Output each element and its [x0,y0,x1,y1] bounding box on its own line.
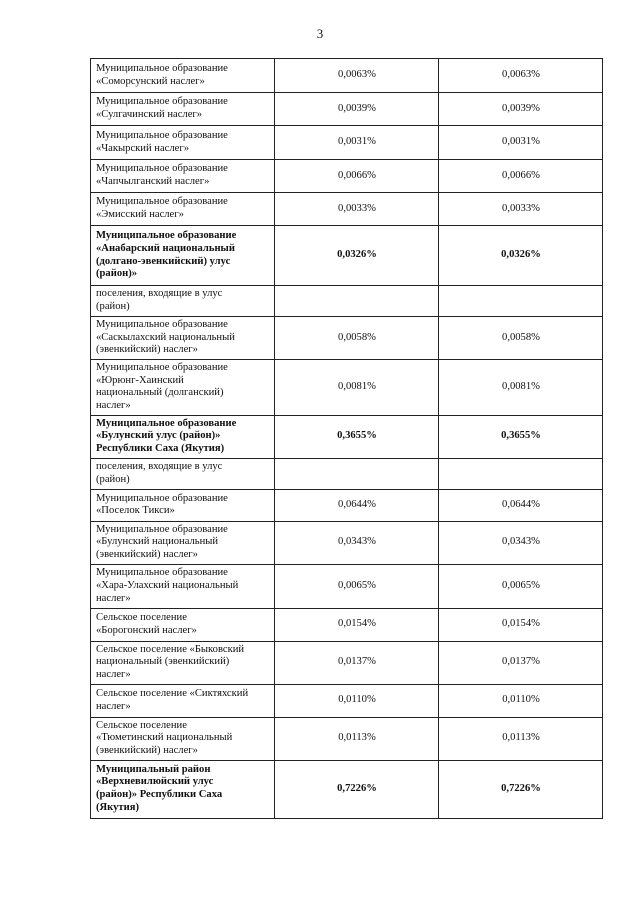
share-value-1 [275,458,439,489]
share-value-2: 0,0343% [439,521,603,564]
share-value-2: 0,0065% [439,564,603,608]
entity-name-line: Республики Саха (Якутия) [96,443,225,455]
entity-name-line: «Борогонский наслег» [96,624,197,636]
entity-name-line: поселения, входящие в улус [96,288,223,300]
entity-name-line: Муниципальное образование [96,196,228,208]
entity-name-cell [91,415,275,458]
entity-name-line: Сельское поселение [96,612,187,624]
share-value-2: 0,0644% [439,489,603,521]
share-value-2: 0,0110% [439,684,603,717]
entity-name-line: Муниципальное образование [96,129,228,141]
entity-name-cell [91,226,275,286]
entity-name-line: Муниципальное образование [96,230,237,242]
table-row [91,458,603,489]
share-value-1: 0,0065% [275,564,439,608]
table-row [91,193,603,226]
share-value-1: 0,0137% [275,641,439,684]
entity-name-line: (эвенкийский) наслег» [96,744,198,756]
share-value-2: 0,0081% [439,359,603,415]
entity-name-line: Муниципальный район [96,763,211,775]
share-value-1: 0,0031% [275,126,439,160]
table-row [91,564,603,608]
entity-name-line: «Булунский национальный [96,536,219,548]
entity-name-cell [91,193,275,226]
table-row [91,717,603,760]
share-value-1: 0,0039% [275,93,439,126]
entity-name-cell [91,564,275,608]
entity-name-line: наслег» [96,592,131,604]
entity-name-line: Муниципальное образование [96,567,228,579]
entity-name-cell [91,317,275,360]
entity-name-line: Муниципальное образование [96,492,228,504]
share-value-1: 0,0033% [275,193,439,226]
table-row [91,59,603,93]
share-value-1: 0,0110% [275,684,439,717]
share-value-1: 0,0081% [275,359,439,415]
entity-name-line: «Тюметинский национальный [96,732,233,744]
share-value-1: 0,0343% [275,521,439,564]
entity-name-line: наслег» [96,399,131,411]
share-value-2: 0,0137% [439,641,603,684]
entity-name-line: Муниципальное образование [96,417,237,429]
allocation-table [90,58,603,819]
share-value-1: 0,7226% [275,760,439,818]
entity-name-line: Муниципальное образование [96,163,228,175]
share-value-1: 0,0644% [275,489,439,521]
share-value-1: 0,0066% [275,160,439,193]
entity-name-line: «Юрюнг-Хаинский [96,374,184,386]
share-value-1: 0,0058% [275,317,439,360]
table-row [91,317,603,360]
entity-name-line: «Хара-Улахский национальный [96,579,239,591]
entity-name-line: поселения, входящие в улус [96,461,223,473]
entity-name-line: «Чапчылганский наслег» [96,176,210,187]
entity-name-line: наслег» [96,700,131,712]
share-value-2 [439,458,603,489]
share-value-2: 0,0066% [439,160,603,193]
share-value-1: 0,0154% [275,608,439,641]
entity-name-line: национальный (эвенкийский) [96,656,230,668]
table-row [91,608,603,641]
share-value-2: 0,0033% [439,193,603,226]
entity-name-cell [91,760,275,818]
entity-name-line: (эвенкийский) наслег» [96,549,198,561]
entity-name-line: Муниципальное образование [96,62,228,74]
table-row [91,126,603,160]
entity-name-line: «Эмисский наслег» [96,209,184,220]
entity-name-line: (долгано-эвенкийский) улус [96,255,231,267]
entity-name-line: (район) [96,473,130,485]
entity-name-line: Муниципальное образование [96,362,228,374]
entity-name-line: национальный (долганский) [96,387,224,399]
share-value-2: 0,0063% [439,59,603,93]
share-value-2: 0,0039% [439,93,603,126]
entity-name-line: «Соморсунский наслег» [96,75,205,87]
table-row [91,521,603,564]
table-body [91,59,603,819]
entity-name-cell [91,160,275,193]
entity-name-cell [91,126,275,160]
table-row [91,415,603,458]
share-value-1: 0,3655% [275,415,439,458]
entity-name-cell [91,684,275,717]
table-row [91,489,603,521]
entity-name-line: «Верхневилюйский улус [96,776,214,788]
entity-name-line: Сельское поселение [96,719,187,731]
table-row [91,359,603,415]
entity-name-cell [91,93,275,126]
entity-name-line: «Булунский улус (район)» [96,430,221,442]
share-value-1: 0,0326% [275,226,439,286]
share-value-2: 0,0031% [439,126,603,160]
entity-name-line: «Сулгачинский наслег» [96,109,203,120]
entity-name-line: Муниципальное образование [96,319,228,330]
entity-name-line: (район)» Республики Саха [96,789,223,801]
entity-name-line: Сельское поселение «Сиктяхский [96,687,249,699]
entity-name-line: Муниципальное образование [96,96,228,108]
entity-name-line: «Поселок Тикси» [96,505,175,517]
share-value-2: 0,3655% [439,415,603,458]
table-row [91,93,603,126]
share-value-2: 0,0058% [439,317,603,360]
entity-name-line: (район) [96,301,130,312]
share-value-2: 0,0113% [439,717,603,760]
entity-name-line: (Якутия) [96,801,139,813]
entity-name-line: Сельское поселение «Быковский [96,643,245,655]
table-row [91,226,603,286]
entity-name-line: наслег» [96,668,131,680]
share-value-1: 0,0063% [275,59,439,93]
entity-name-cell [91,521,275,564]
entity-name-cell [91,59,275,93]
entity-name-cell [91,641,275,684]
entity-name-cell [91,489,275,521]
entity-name-cell [91,608,275,641]
share-value-1: 0,0113% [275,717,439,760]
table-row [91,684,603,717]
entity-name-cell [91,458,275,489]
share-value-1 [275,286,439,317]
entity-name-line: «Саскылахский национальный [96,331,235,343]
table-row [91,641,603,684]
table-row [91,160,603,193]
entity-name-line: (район)» [96,268,138,280]
table-row [91,286,603,317]
share-value-2: 0,0326% [439,226,603,286]
share-value-2 [439,286,603,317]
entity-name-line: Муниципальное образование [96,523,228,535]
entity-name-line: «Чакырский наслег» [96,142,189,154]
share-value-2: 0,7226% [439,760,603,818]
table-row [91,760,603,818]
entity-name-line: (эвенкийский) наслег» [96,344,198,356]
share-value-2: 0,0154% [439,608,603,641]
entity-name-cell [91,286,275,317]
page-number: 3 [316,26,324,41]
entity-name-cell [91,359,275,415]
entity-name-cell [91,717,275,760]
entity-name-line: «Анабарский национальный [96,242,235,254]
